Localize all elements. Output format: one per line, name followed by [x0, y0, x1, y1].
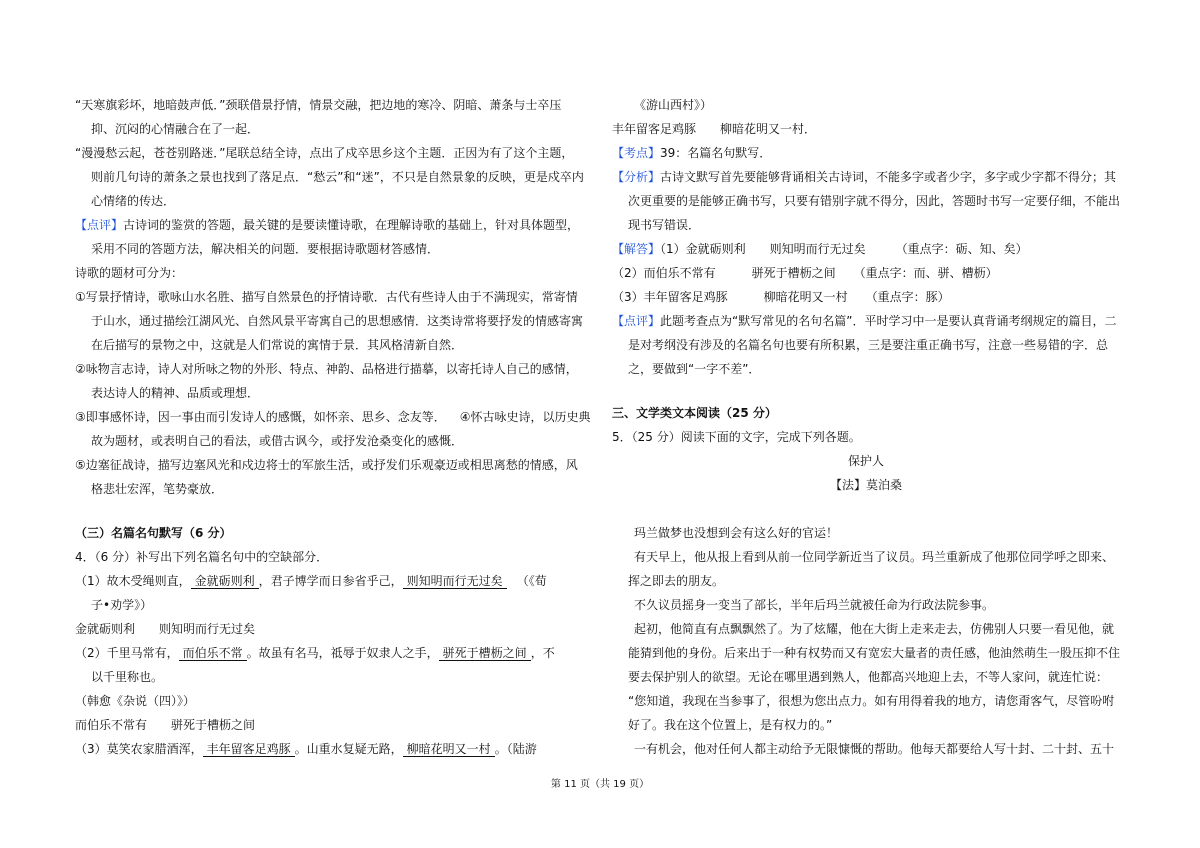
text-line: ①写景抒情诗，歌咏山水名胜、描写自然景色的抒情诗歌．古代有些诗人由于不满现实，常寄情	[75, 290, 578, 304]
fenxi-line	[612, 169, 1116, 185]
text-segment: ，君子博学而日参省乎己，	[258, 574, 403, 588]
review-line	[75, 217, 579, 233]
text-line: 不久议员摇身一变当了部长，半年后玛兰就被任命为行政法院参事。	[634, 598, 995, 612]
section-heading: 三、文学类文本阅读（25 分）	[612, 406, 777, 420]
text-segment: 。山重水复疑无路，	[294, 742, 403, 756]
answer-line: 而伯乐不常有 骈死于槽枥之间	[75, 718, 256, 732]
text-line	[75, 409, 591, 425]
dianping-line	[612, 313, 1116, 329]
answer-line: 金就砺则利 则知明而行无过矣	[75, 622, 256, 636]
fenxi-tag: 【分析】	[612, 170, 661, 184]
text-segment: ，不	[530, 646, 555, 660]
question-line	[75, 573, 547, 589]
jieda-line	[612, 241, 1028, 257]
text-line: ②咏物言志诗，诗人对所咏之物的外形、特点、神韵、品格进行描摹，以寄托诗人自己的感情，	[75, 362, 578, 376]
text-segment: 此题考查点为“默写常见的名句名篇”．平时学习中一是要认真背诵考纲规定的篇目，二	[660, 314, 1117, 328]
text-line: （2）而伯乐不常有 骈死于槽枥之间 （重点字：而、骈、槽枥）	[612, 266, 998, 280]
text-segment: （3）莫笑农家腊酒浑，	[75, 742, 203, 756]
text-line: 丰年留客足鸡豚 柳暗花明又一村．	[612, 122, 817, 136]
text-line: 好了。我在这个位置上，是有权力的。”	[628, 718, 833, 732]
section-heading: （三）名篇名句默写（6 分）	[75, 526, 232, 540]
answer-blank: 丰年留客足鸡豚	[203, 742, 295, 757]
text-line: 表达诗人的精神、品质或理想．	[91, 386, 260, 400]
question-stem: 4．（6 分）补写出下列名篇名句中的空缺部分．	[75, 550, 329, 564]
text-line: 玛兰做梦也没想到会有这么好的官运！	[634, 526, 839, 540]
review-tag: 【点评】	[75, 218, 124, 232]
answer-blank: 则知明而行无过矣	[403, 574, 507, 589]
text-segment: （1）故木受绳则直，	[75, 574, 191, 588]
text-line: ⑤边塞征战诗，描写边塞风光和戍边将士的军旅生活，或抒发们乐观豪迈或相思离愁的情感，风	[75, 458, 578, 472]
text-line: “天寒旗彩坏，地暗鼓声低．”颈联借景抒情，情景交融，把边地的寒冷、阴暗、萧条与士卒压	[75, 98, 562, 112]
text-line: （韩愈《杂说（四）》）	[75, 694, 196, 708]
text-line: 心情绪的传达．	[91, 194, 176, 208]
text-line: 有天早上，他从报上看到从前一位同学新近当了议员。玛兰重新成了他那位同学呼之即来、	[634, 550, 1115, 564]
answer-blank: 骈死于槽枥之间	[439, 646, 531, 661]
text-line: 故为题材，或表明自己的看法，或借古讽今，或抒发沧桑变化的感慨．	[91, 434, 464, 448]
dianping-tag: 【点评】	[612, 314, 661, 328]
text-line: 《游山西村》）	[634, 98, 713, 112]
text-segment: （《荀	[516, 574, 547, 588]
jieda-tag: 【解答】	[612, 242, 661, 256]
text-segment: ③即事感怀诗，因一事由而引发诗人的感慨，如怀亲、思乡、念友等．	[75, 410, 446, 424]
text-line: 诗歌的题材可分为：	[75, 266, 184, 280]
text-line: 采用不同的答题方法，解决相关的问题．要根据诗歌题材答感情．	[91, 242, 440, 256]
text-line: （3）丰年留客足鸡豚 柳暗花明又一村 （重点字：豚）	[612, 290, 950, 304]
story-title: 保护人	[848, 454, 885, 468]
text-line: 要去保护别人的欲望。无论在哪里遇到熟人，他都高兴地迎上去，不等人家问，就连忙说：	[628, 670, 1109, 684]
text-segment: 。（陆游	[494, 742, 537, 756]
question-line	[75, 741, 537, 757]
text-line: 于山水，通过描绘江湖风光、自然风景平寄寓自己的思想感情．这类诗常将要抒发的情感寄寓	[91, 314, 584, 328]
text-line: 挥之即去的朋友。	[628, 574, 725, 588]
review-text: 古诗词的鉴赏的答题，最关键的是要读懂诗歌，在理解诗歌的基础上，针对具体题型，	[123, 218, 580, 232]
text-line: 抑、沉闷的心情融合在了一起．	[91, 122, 260, 136]
answer-blank: 柳暗花明又一村	[403, 742, 495, 757]
text-segment: 。故虽有名马，祗辱于奴隶人之手，	[246, 646, 439, 660]
text-line: 则前几句诗的萧条之景也找到了落足点．“愁云”和“迷”，不只是自然景象的反映，更是戍卒内	[91, 170, 584, 184]
text-segment: ④怀古咏史诗，以历史典	[459, 410, 591, 424]
text-segment: （2）千里马常有，	[75, 646, 179, 660]
text-segment: 39：名篇名句默写．	[660, 146, 772, 160]
kaodian-tag: 【考点】	[612, 146, 661, 160]
text-line: 起初，他简直有点飘飘然了。为了炫耀，他在大街上走来走去，仿佛别人只要一看见他，就	[634, 622, 1115, 636]
question-line	[75, 645, 555, 661]
text-line: 一有机会，他对任何人都主动给予无限慷慨的帮助。他每天都要给人写十封、二十封、五十	[634, 742, 1115, 756]
text-line: 是对考纲没有涉及的名篇名句也要有所积累，三是要注重正确书写，注意一些易错的字．总	[628, 338, 1109, 352]
text-line: 现书写错误．	[628, 218, 701, 232]
answer-blank: 而伯乐不常	[179, 646, 247, 661]
text-line: 格悲壮宏浑，笔势豪放．	[91, 482, 224, 496]
question-stem: 5．（25 分）阅读下面的文字，完成下列各题。	[612, 430, 861, 444]
text-segment: 古诗文默写首先要能够背诵相关古诗词，不能多字或者少字，多字或少字都不得分；其	[660, 170, 1117, 184]
answer-blank: 金就砺则利	[191, 574, 259, 589]
page-footer: 第 11 页（共 19 页）	[550, 779, 650, 790]
kaodian-line	[612, 145, 771, 161]
text-line: “漫漫愁云起，苍苍别路迷．”尾联总结全诗，点出了戍卒思乡这个主题．正因为有了这个主题，	[75, 146, 574, 160]
text-line: “您知道，我现在当参事了，很想为您出点力。如有用得着我的地方，请您甭客气，尽管吩咐	[628, 694, 1115, 708]
text-line: 之，要做到“一字不差”．	[628, 362, 761, 376]
text-line: 能猜到他的身份。后来出于一种有权势而又有宽宏大量者的责任感，他油然萌生一股压抑不住	[628, 646, 1121, 660]
text-line: 次更重要的是能够正确书写，只要有错别字就不得分，因此，答题时书写一定要仔细，不能出	[628, 194, 1121, 208]
text-segment: （1）金就砺则利 则知明而行无过矣 （重点字：砺、知、矣）	[660, 242, 1028, 256]
story-author: 【法】莫泊桑	[830, 478, 903, 492]
text-line: 在后描写的景物之中，这就是人们常说的寓情于景．其风格清新自然．	[91, 338, 464, 352]
text-line: 子•劝学》）	[91, 598, 153, 612]
text-line: 以千里称也。	[91, 670, 164, 684]
